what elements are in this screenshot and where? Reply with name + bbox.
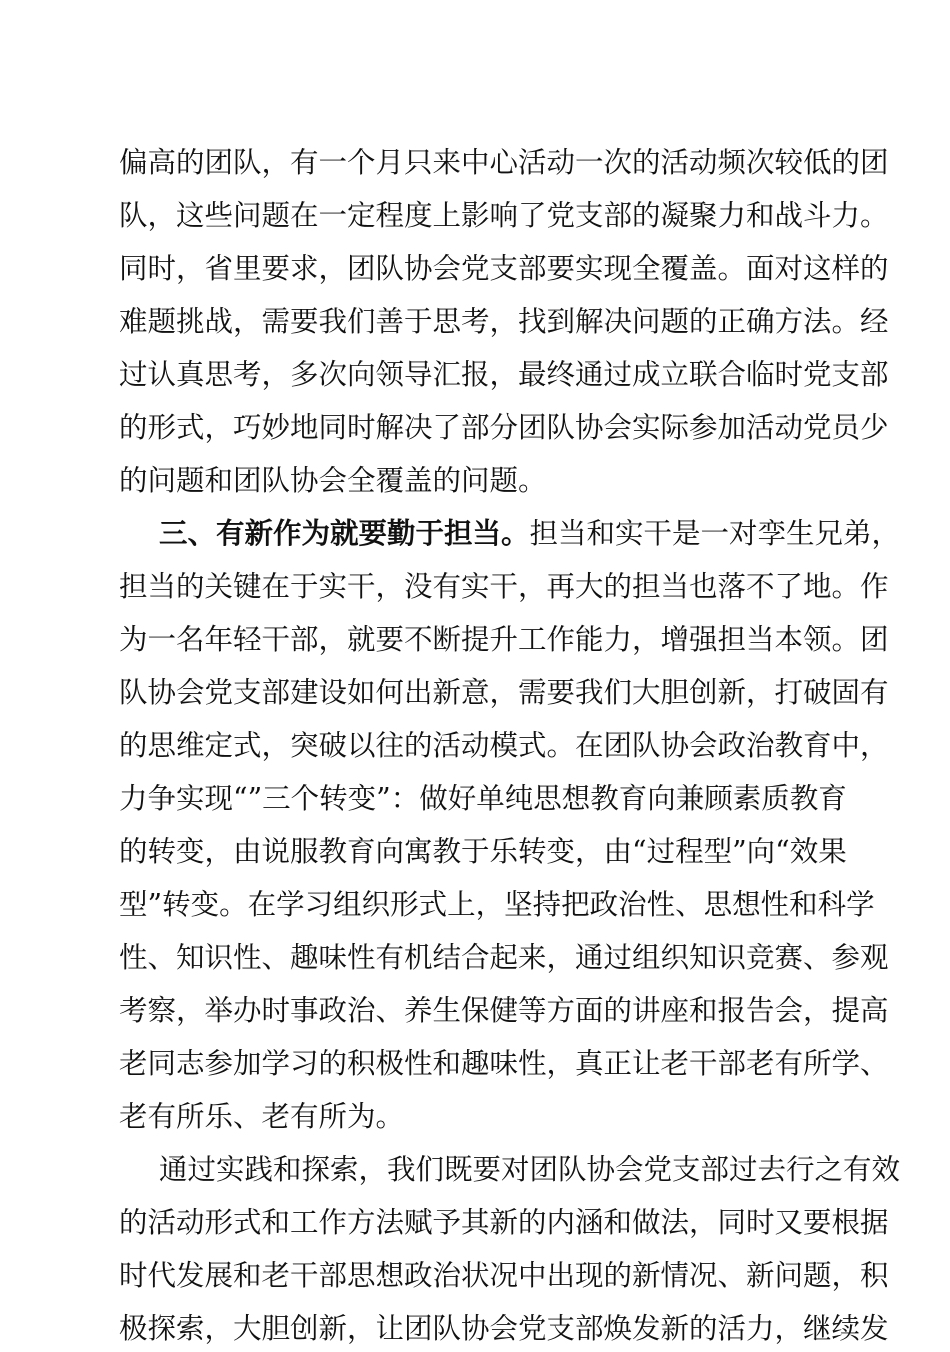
paragraph-2-line-2: 担当的关键在于实干，没有实干，再大的担当也落不了地。作	[119, 570, 889, 603]
paragraph-2-line-1-text: 担当和实干是一对孪生兄弟，	[529, 517, 901, 550]
paragraph-1-line-2: 队，这些问题在一定程度上影响了党支部的凝聚力和战斗力。	[119, 199, 889, 232]
paragraph-1-line-6: 的形式，巧妙地同时解决了部分团队协会实际参加活动党员少	[119, 411, 889, 444]
paragraph-3-line-1: 通过实践和探索，我们既要对团队协会党支部过去行之有效	[159, 1153, 901, 1186]
paragraph-3-line-4: 极探索，大胆创新，让团队协会党支部焕发新的活力，继续发	[119, 1312, 889, 1345]
paragraph-1-line-5: 过认真思考，多次向领导汇报，最终通过成立联合临时党支部	[119, 358, 889, 391]
paragraph-2-line-9: 性、知识性、趣味性有机结合起来，通过组织知识竞赛、参观	[119, 941, 889, 974]
paragraph-2-line-6: 力争实现“”三个转变”：做好单纯思想教育向兼顾素质教育	[119, 782, 847, 815]
paragraph-3-line-2: 的活动形式和工作方法赋予其新的内涵和做法，同时又要根据	[119, 1206, 889, 1239]
paragraph-2-line-5: 的思维定式，突破以往的活动模式。在团队协会政治教育中，	[119, 729, 889, 762]
paragraph-3-line-3: 时代发展和老干部思想政治状况中出现的新情况、新问题，积	[119, 1259, 889, 1292]
paragraph-2-line-8: 型”转变。在学习组织形式上，坚持把政治性、思想性和科学	[119, 888, 875, 921]
paragraph-1-line-1: 偏高的团队，有一个月只来中心活动一次的活动频次较低的团	[119, 146, 889, 179]
paragraph-2-line-3: 为一名年轻干部，就要不断提升工作能力，增强担当本领。团	[119, 623, 889, 656]
paragraph-2-line-4: 队协会党支部建设如何出新意，需要我们大胆创新，打破固有	[119, 676, 889, 709]
paragraph-2-line-12: 老有所乐、老有所为。	[119, 1100, 405, 1133]
paragraph-1-line-3: 同时，省里要求，团队协会党支部要实现全覆盖。面对这样的	[119, 252, 889, 285]
paragraph-1-line-4: 难题挑战，需要我们善于思考，找到解决问题的正确方法。经	[119, 305, 889, 338]
paragraph-2-line-7: 的转变，由说服教育向寓教于乐转变，由“过程型”向“效果	[119, 835, 847, 868]
paragraph-2-line-11: 老同志参加学习的积极性和趣味性，真正让老干部老有所学、	[119, 1047, 889, 1080]
paragraph-2-line-10: 考察，举办时事政治、养生保健等方面的讲座和报告会，提高	[119, 994, 889, 1027]
paragraph-1-line-7: 的问题和团队协会全覆盖的问题。	[119, 464, 547, 497]
paragraph-2-line-1	[159, 511, 901, 557]
section-heading: 三、有新作为就要勤于担当。	[159, 517, 530, 550]
